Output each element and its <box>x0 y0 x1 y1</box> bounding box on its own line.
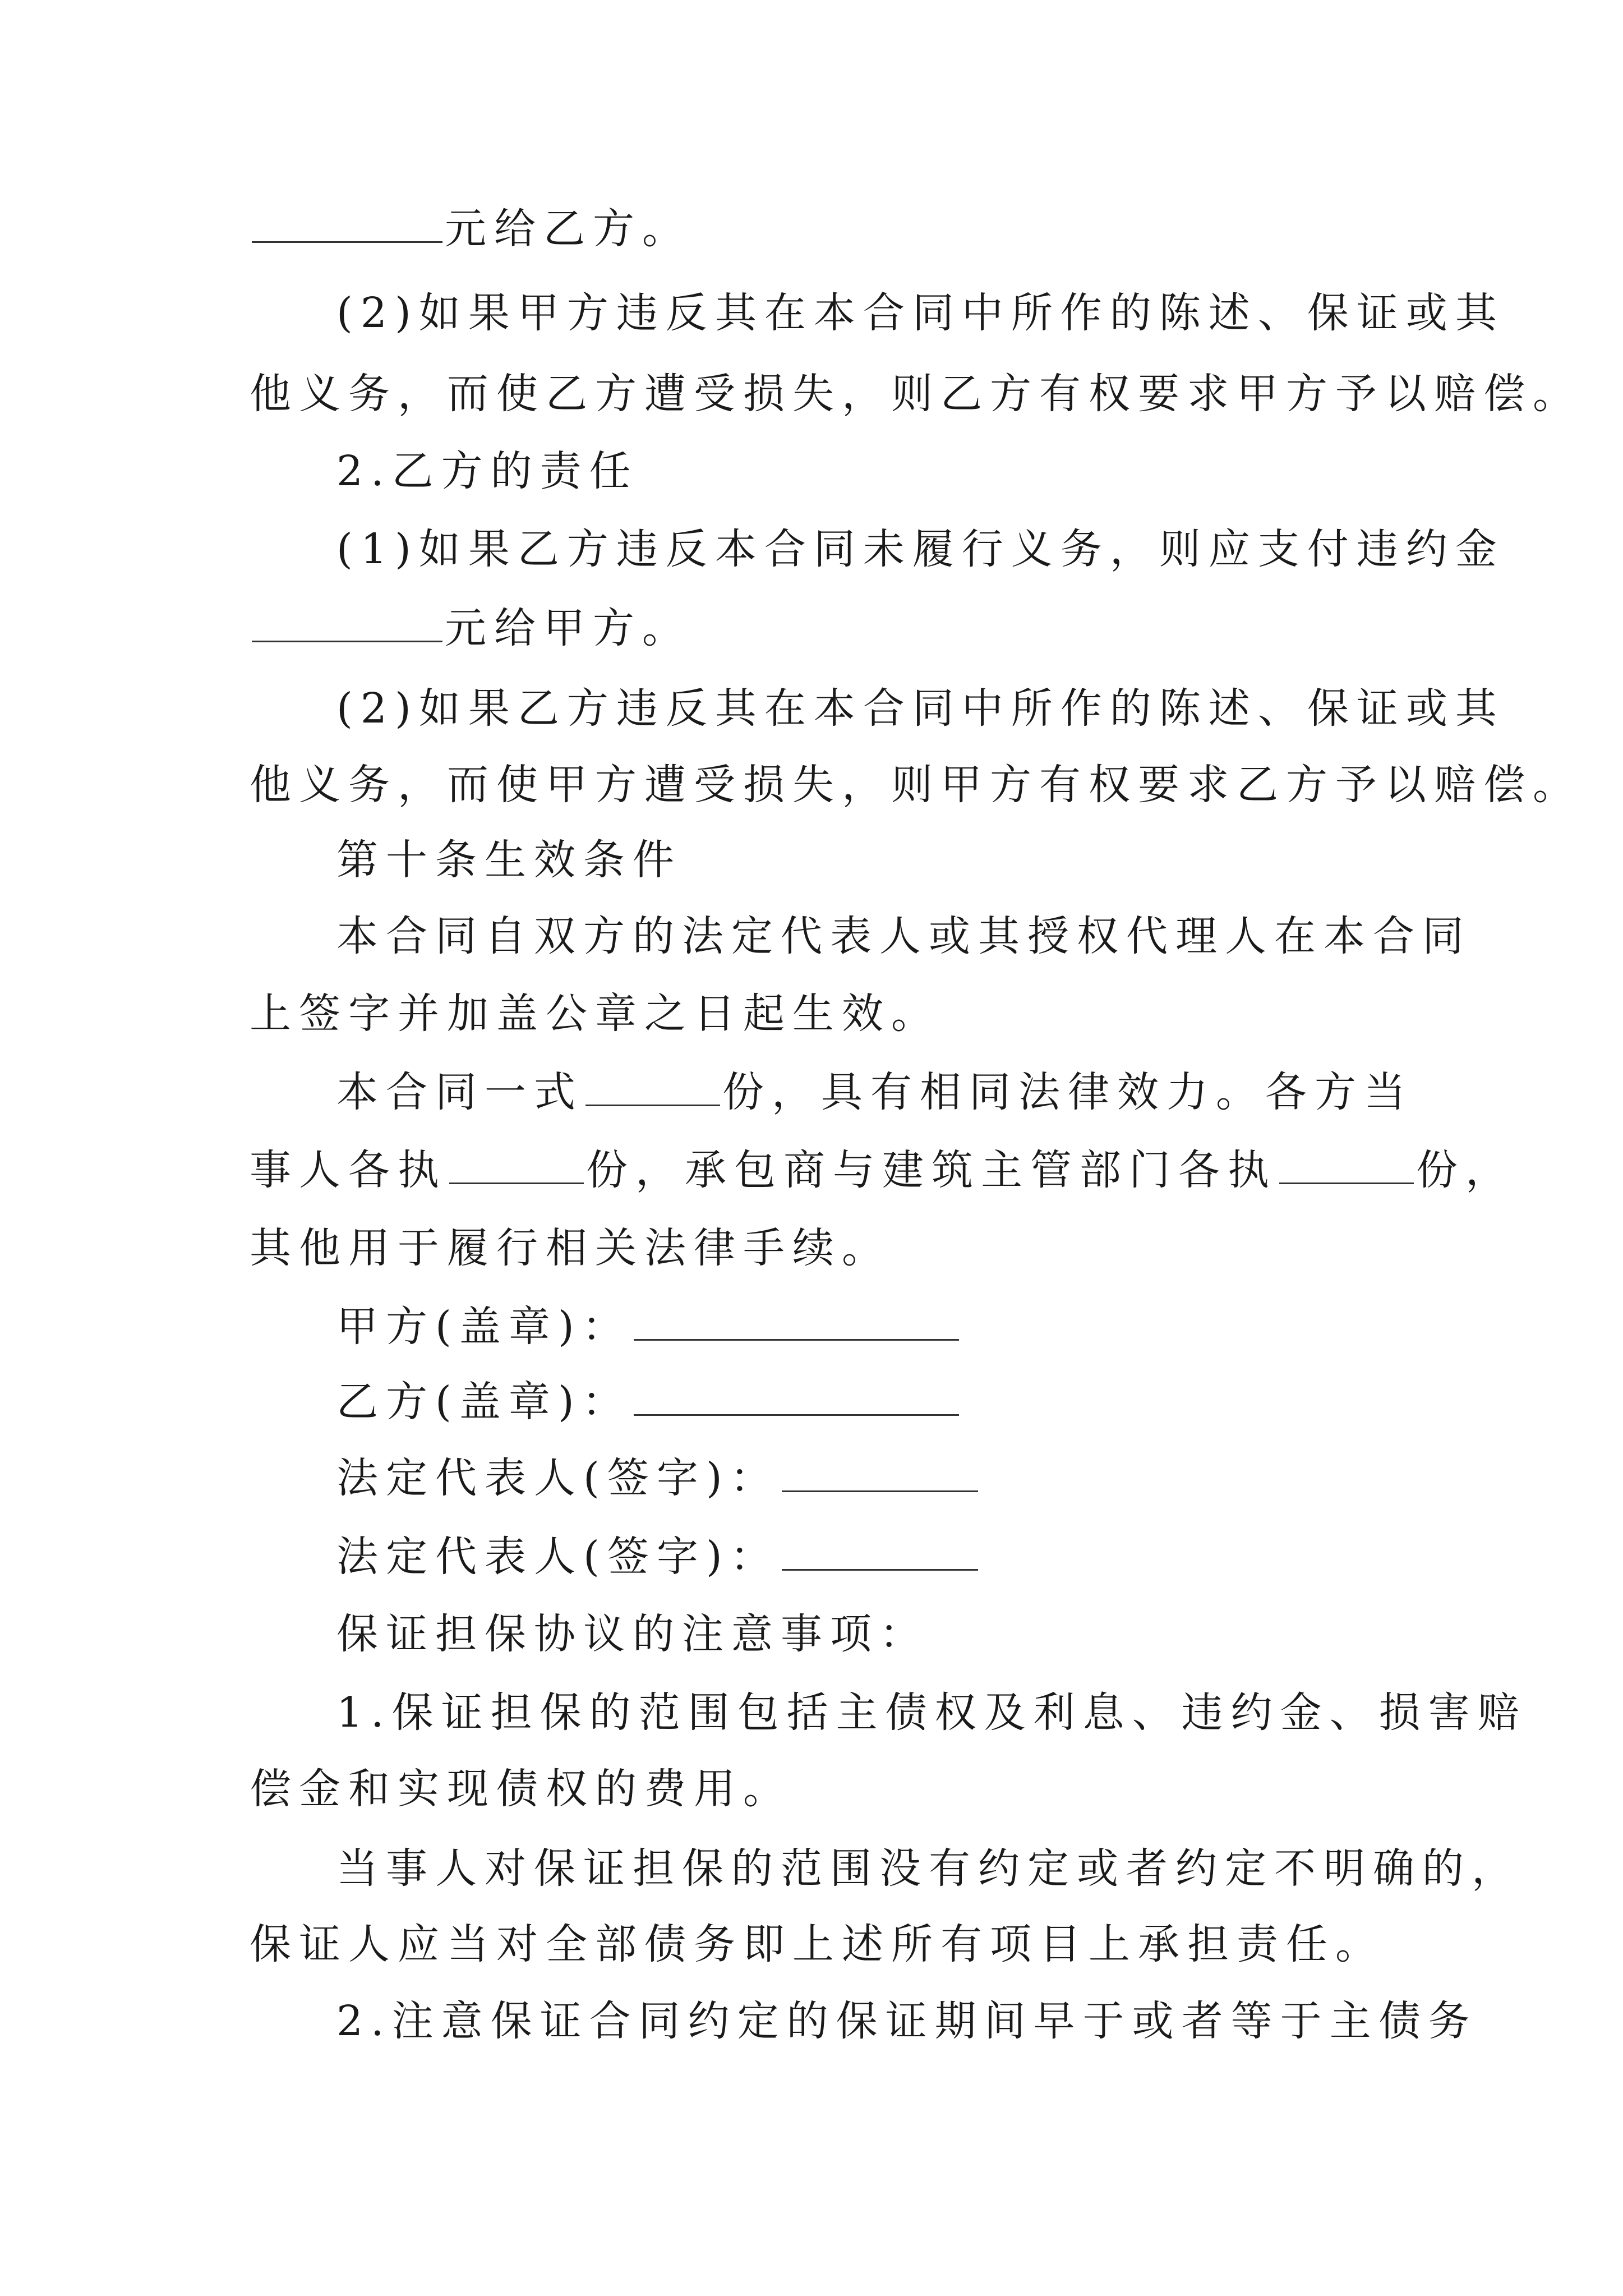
party-b-seal-field[interactable] <box>634 1379 959 1416</box>
line-22: 当事人对保证担保的范围没有约定或者约定不明确的， <box>336 1844 1521 1893</box>
line-3: 他义务，而使乙方遭受损失，则乙方有权要求甲方予以赔偿。 <box>250 370 1582 418</box>
line-20: 1.保证担保的范围包括主债权及利息、违约金、损害赔 <box>336 1688 1527 1737</box>
copies-contractor-blank[interactable] <box>1279 1148 1414 1184</box>
line-8: 他义务，而使甲方遭受损失，则甲方有权要求乙方予以赔偿。 <box>250 761 1582 809</box>
line-5: (1)如果乙方违反本合同未履行义务，则应支付违约金 <box>336 525 1505 573</box>
legal-rep-a-signature-field[interactable] <box>782 1456 978 1492</box>
line-24: 2.注意保证合同约定的保证期间早于或者等于主债务 <box>336 1997 1478 2045</box>
party-a-seal-row <box>336 1299 961 1355</box>
line-text: 份，承包商与建筑主管部门各执 <box>586 1146 1277 1194</box>
line-10: 本合同自双方的法定代表人或其授权代理人在本合同 <box>336 912 1472 960</box>
line-text: 份，具有相同法律效力。各方当 <box>722 1068 1413 1116</box>
notes-heading: 保证担保协议的注意事项： <box>336 1610 929 1658</box>
copies-total-blank[interactable] <box>585 1070 720 1106</box>
line-14: 其他用于履行相关法律手续。 <box>250 1224 891 1272</box>
line-2: (2)如果甲方违反其在本合同中所作的陈述、保证或其 <box>336 289 1505 337</box>
line-11: 上签字并加盖公章之日起生效。 <box>250 990 940 1038</box>
penalty-amount-blank-1[interactable] <box>252 206 442 243</box>
line-text: 元给乙方。 <box>445 205 691 253</box>
party-a-seal-field[interactable] <box>634 1304 959 1341</box>
article-ten-heading: 第十条生效条件 <box>336 836 682 884</box>
legal-rep-a-row <box>336 1450 980 1506</box>
party-b-seal-row <box>336 1374 961 1430</box>
line-text: 事人各执 <box>250 1146 447 1194</box>
line-7: (2)如果乙方违反其在本合同中所作的陈述、保证或其 <box>336 684 1505 733</box>
section-heading-party-b-liability: 2.乙方的责任 <box>336 447 639 495</box>
line-23: 保证人应当对全部债务即上述所有项目上承担责任。 <box>250 1920 1385 1968</box>
party-b-seal-label: 乙方(盖章)： <box>336 1378 631 1426</box>
copies-each-party-blank[interactable] <box>449 1148 584 1184</box>
line-12 <box>336 1064 1413 1120</box>
line-text: 本合同一式 <box>336 1068 583 1116</box>
legal-rep-b-label: 法定代表人(签字)： <box>336 1533 780 1581</box>
line-1 <box>250 201 691 257</box>
line-text: 元给甲方。 <box>445 604 691 652</box>
line-text: 份， <box>1416 1146 1515 1194</box>
line-6 <box>250 600 691 656</box>
party-a-seal-label: 甲方(盖章)： <box>336 1303 631 1351</box>
line-21: 偿金和实现债权的费用。 <box>250 1765 792 1813</box>
legal-rep-b-row <box>336 1529 980 1585</box>
legal-rep-a-label: 法定代表人(签字)： <box>336 1454 780 1502</box>
penalty-amount-blank-2[interactable] <box>252 606 442 642</box>
legal-rep-b-signature-field[interactable] <box>782 1534 978 1571</box>
line-13 <box>250 1142 1515 1198</box>
